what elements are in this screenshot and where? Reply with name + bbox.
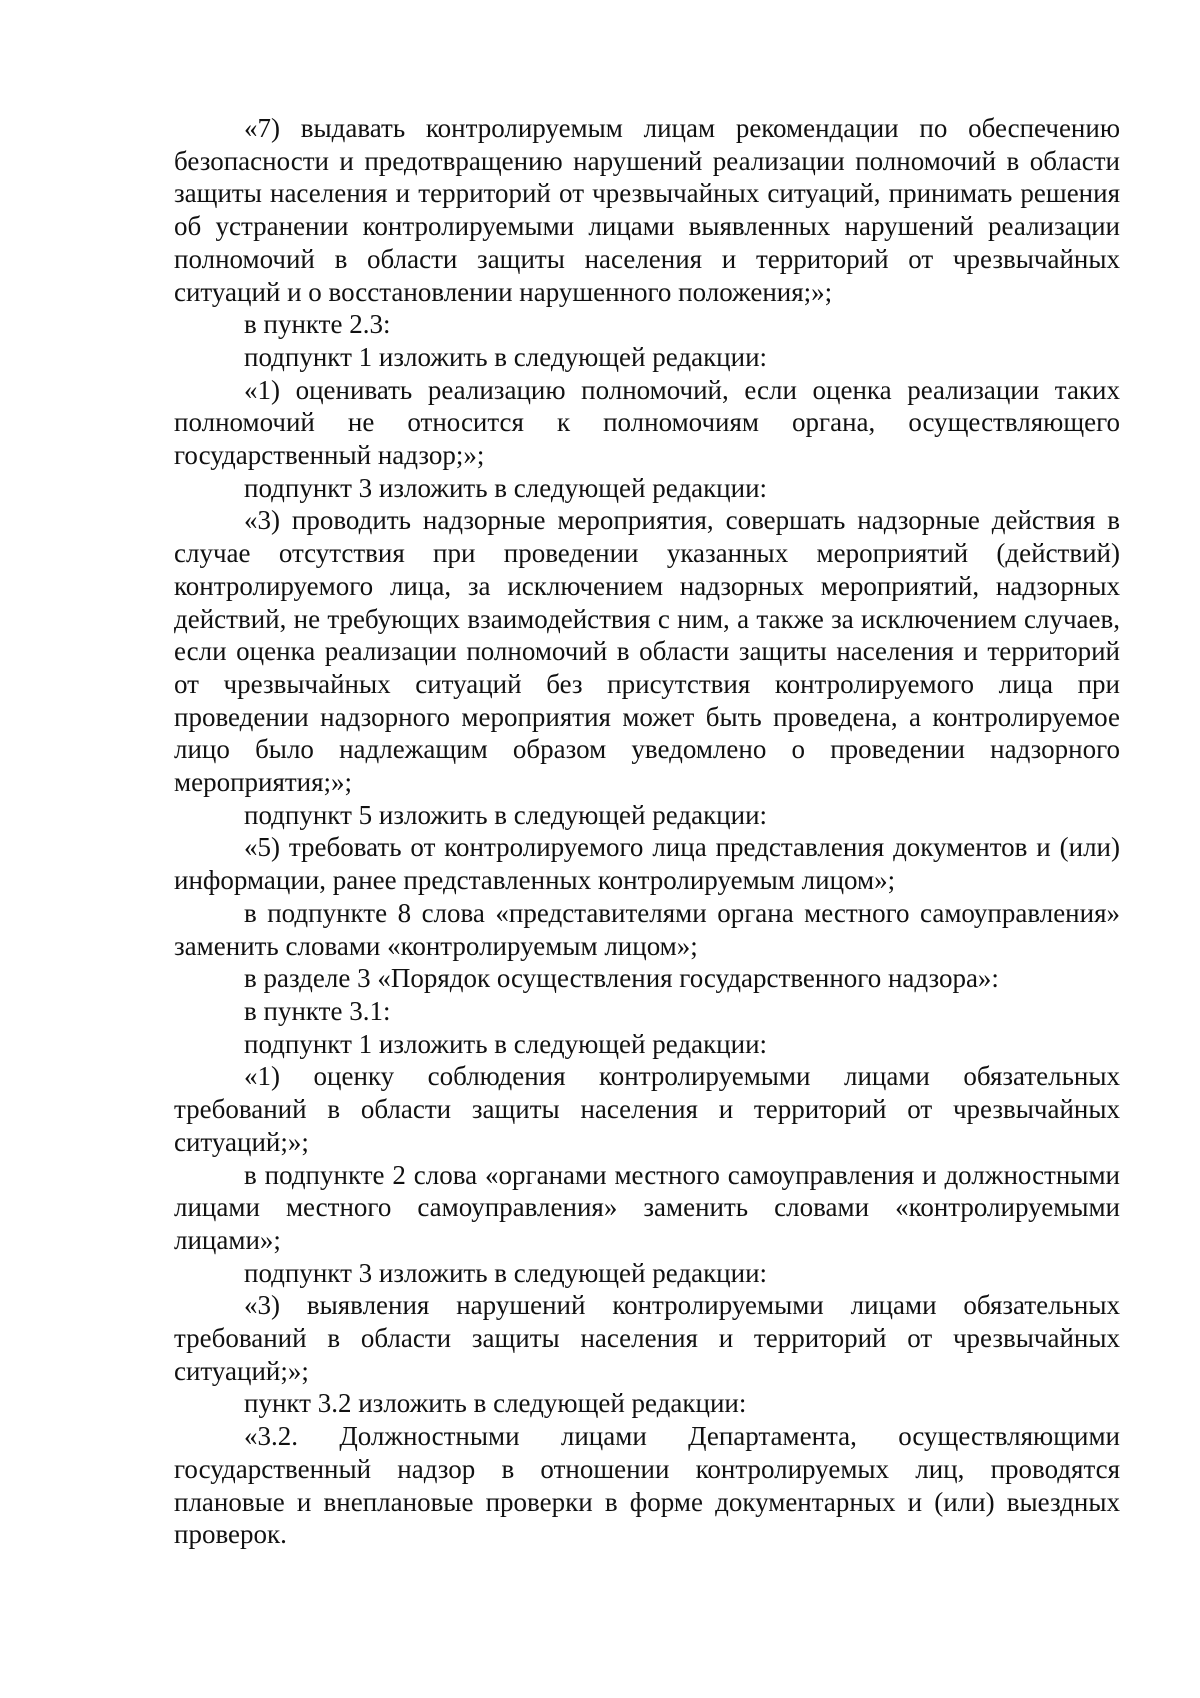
paragraph-point-3-2-text: «3.2. Должностными лицами Департамента, осуществляющими государственный надзор в отношении контролируемых лиц, проводятся плановые и внеплановые проверки в форме документарных и (или) выездных проверок. [174,1421,1120,1550]
paragraph-subpoint-1-instruction: подпункт 1 изложить в следующей редакции: [244,341,768,372]
paragraph-subpoint-1-text: «1) оценивать реализацию полномочий, если оценка реализации таких полномочий не относится к полномочиям органа, осуществляющего государственный надзор;»; [174,374,1120,471]
paragraph-3-1-subpoint-1-instruction: подпункт 1 изложить в следующей редакции: [244,1028,768,1059]
paragraph-point-2-3: в пункте 2.3: [244,309,391,340]
paragraph-3-1-subpoint-3-instruction: подпункт 3 изложить в следующей редакции: [244,1257,768,1288]
paragraph-subpoint-3-text: «3) проводить надзорные мероприятия, совершать надзорные действия в случае отсутствия при проведении указанных мероприятий (действий) контролируемого лица, за исключением надзорных мероприятий, надзорных действий, не требующих взаимодействия с ним, а также за исключением случаев, если оценка реализации полномочий в области защиты населения и территорий от чрезвычайных ситуаций без присутствия контролируемого лица при проведении надзорного мероприятия может быть проведена, а контролируемое лицо было надлежащим образом уведомлено о проведении надзорного мероприятия;»; [174,505,1120,798]
paragraph-3-1-subpoint-2-replacement: в подпункте 2 слова «органами местного самоуправления и должностными лицами местного самоуправления» заменить словами «контролируемыми лицами»; [174,1159,1120,1255]
paragraph-point-3-2-instruction: пункт 3.2 изложить в следующей редакции: [244,1388,747,1419]
paragraph-item-7-recommendations: «7) выдавать контролируемым лицам рекомендации по обеспечению безопасности и предотвращению нарушений реализации полномочий в области защиты населения и территорий от чрезвычайных ситуаций, принимать решения об устранении контролируемыми лицами выявленных нарушений реализации полномочий в области защиты населения и территорий от чрезвычайных ситуаций и о восстановлении нарушенного положения;»; [174,113,1120,307]
paragraph-subpoint-8-replacement: в подпункте 8 слова «представителями органа местного самоуправления» заменить словами «контролируемым лицом»; [174,897,1120,961]
document-body [174,112,1120,1551]
paragraph-point-3-1: в пункте 3.1: [244,995,391,1026]
paragraph-3-1-subpoint-1-text: «1) оценку соблюдения контролируемыми лицами обязательных требований в области защиты населения и территорий от чрезвычайных ситуаций;»; [174,1061,1120,1157]
paragraph-subpoint-5-instruction: подпункт 5 изложить в следующей редакции: [244,799,768,830]
paragraph-subpoint-5-text: «5) требовать от контролируемого лица представления документов и (или) информации, ранее представленных контролируемым лицом»; [174,832,1120,896]
paragraph-section-3: в разделе 3 «Порядок осуществления государственного надзора»: [244,963,999,994]
paragraph-3-1-subpoint-3-text: «3) выявления нарушений контролируемыми лицами обязательных требований в области защиты населения и территорий от чрезвычайных ситуаций;»; [174,1290,1120,1386]
paragraph-subpoint-3-instruction: подпункт 3 изложить в следующей редакции: [244,472,768,503]
